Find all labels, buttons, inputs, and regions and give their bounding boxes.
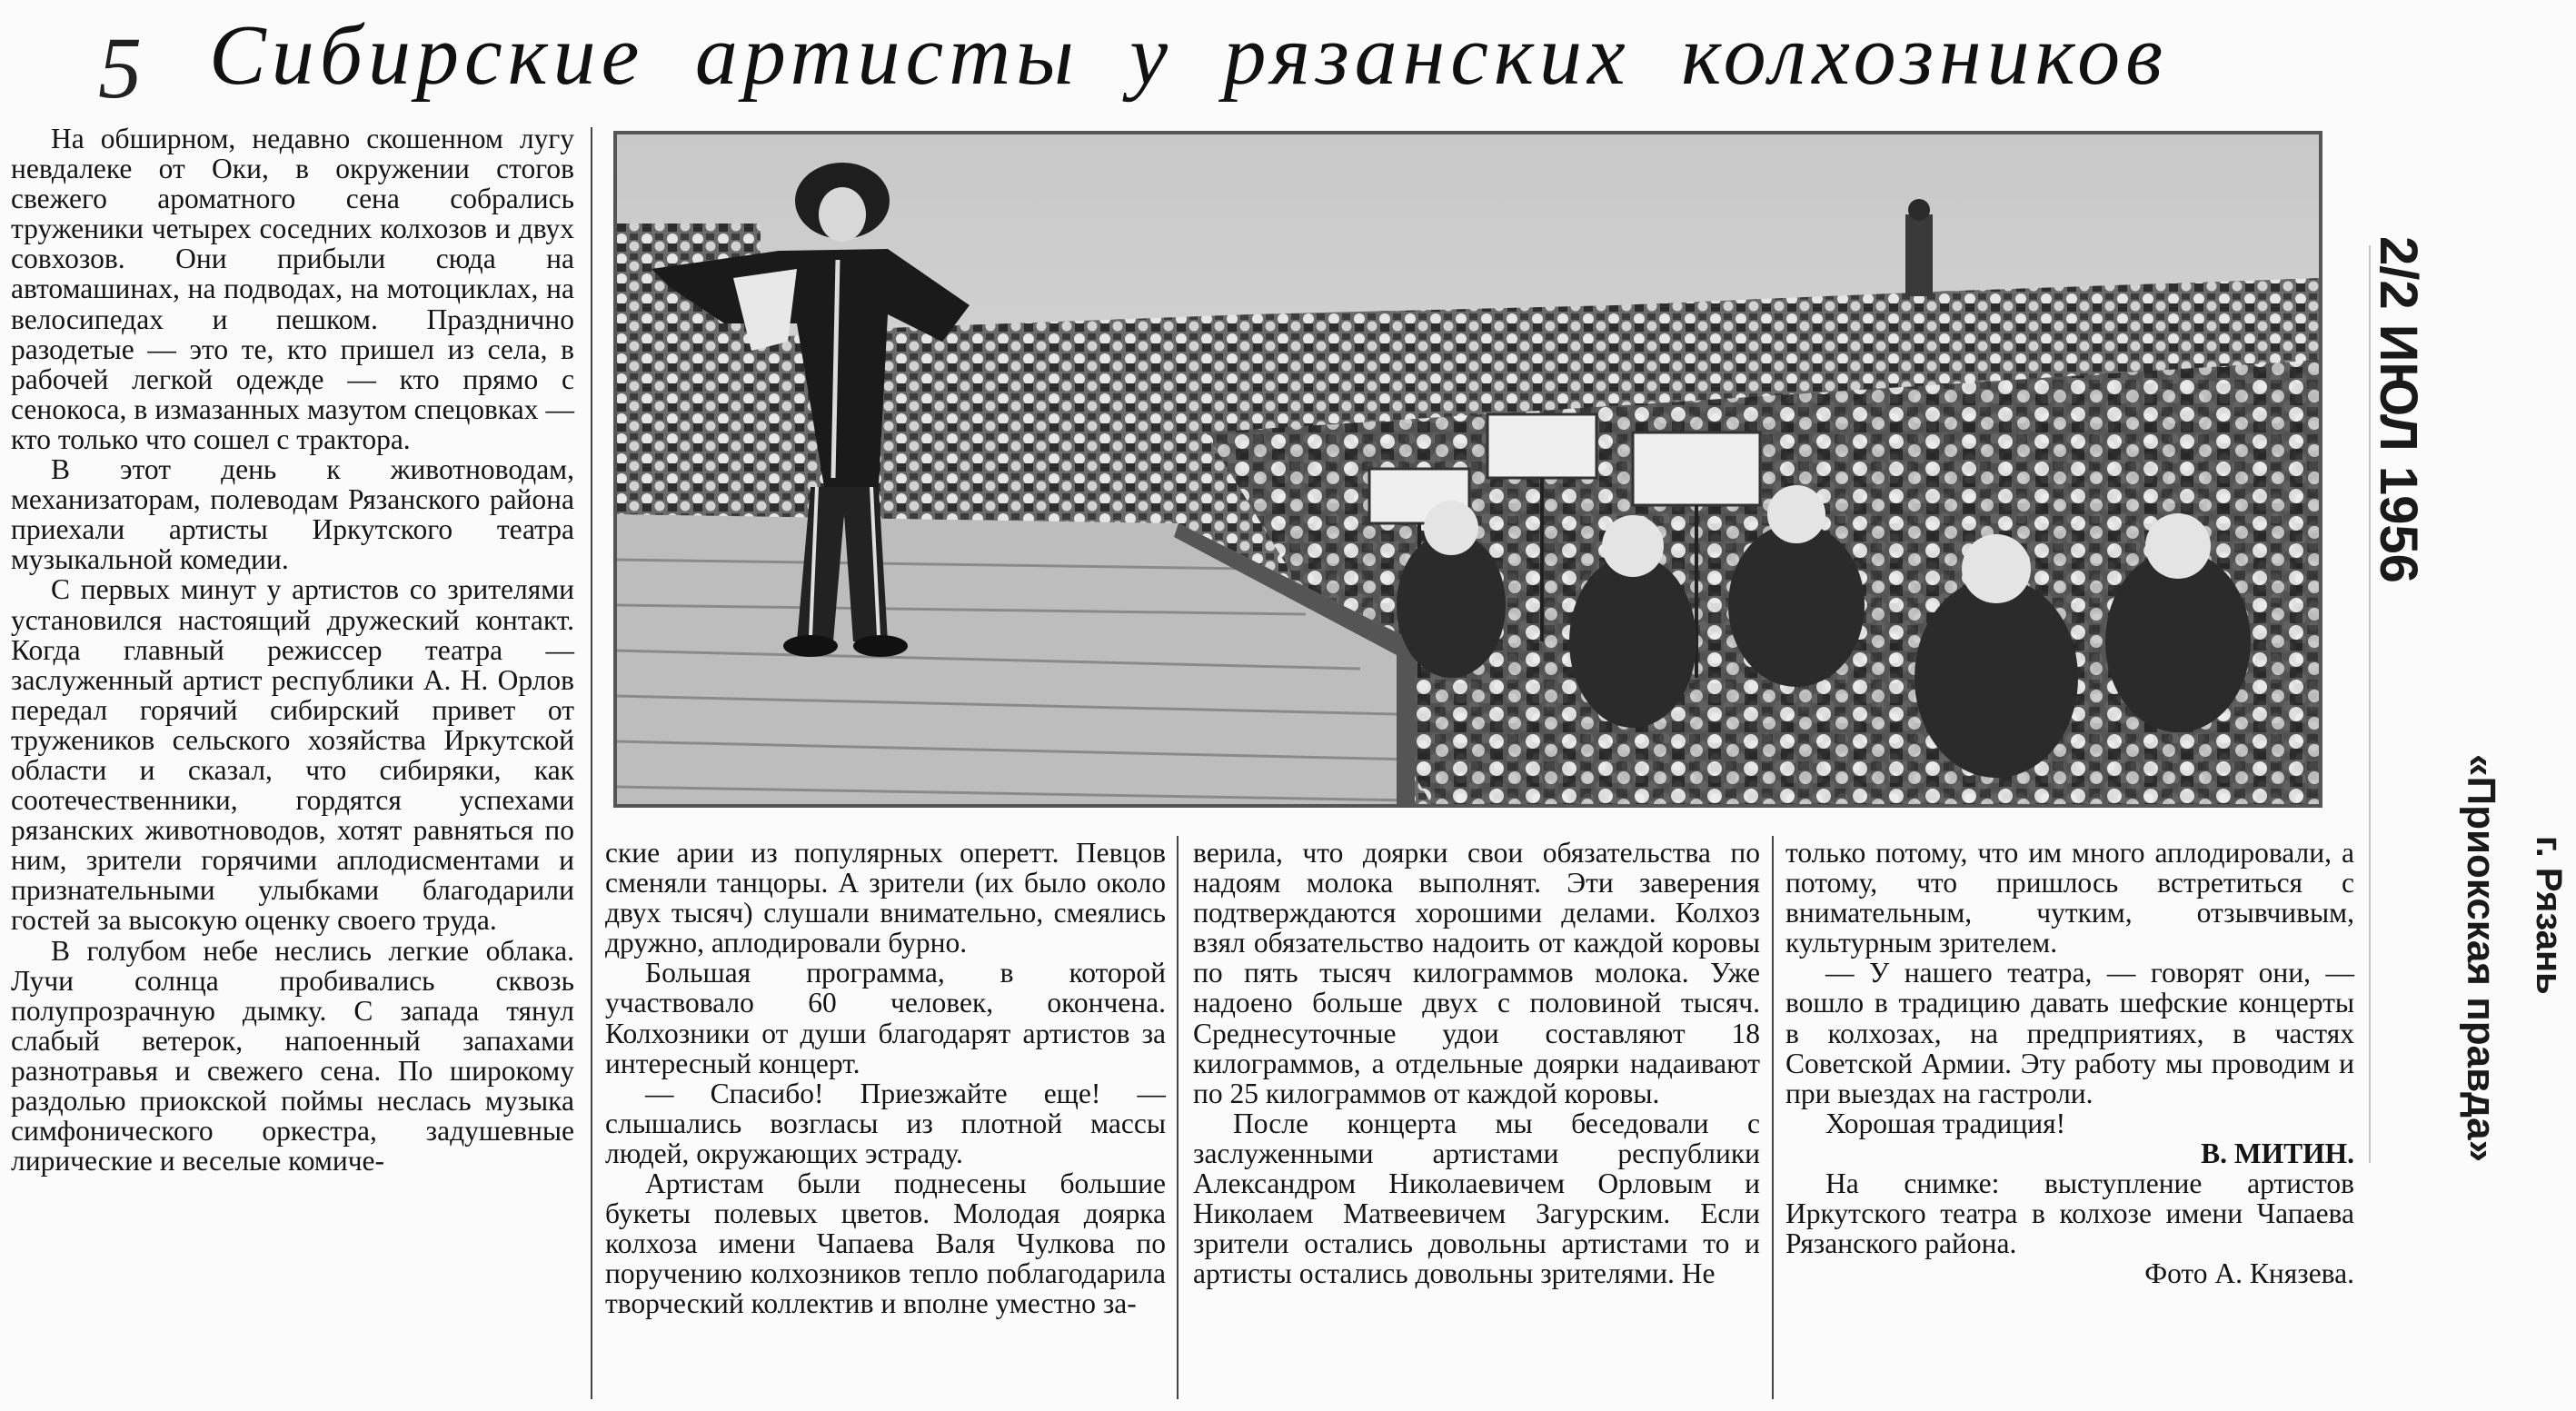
- article-column-2: [605, 838, 1166, 1401]
- paragraph: верила, что доярки свои обязательства по надоям молока выполнят. Эти заверения подтверждаются хорошими делами. Колхоз взял обязательство надоить от каждой коровы по пять тысяч килограммов молока. Уже надоено больше двух с половиной тысяч. Среднесуточные удои составляют 18 килограммов, а отдельные доярки надаивают по 25 килограммов от каждой коровы.: [1193, 837, 1760, 1109]
- stamp-date: 2/2 ИЮЛ 1956: [2369, 236, 2428, 583]
- photo-credit: Фото А. Князева.: [2144, 1257, 2354, 1290]
- page-mark: 5: [98, 19, 142, 116]
- column-rule: [1177, 836, 1179, 1399]
- paragraph: ские арии из популярных оперетт. Певцов сменяли танцоры. А зрители (их было около двух тысяч) слушали внимательно, смеялись дружно, аплодировали бурно.: [605, 837, 1166, 959]
- author-signature: В. МИТИН.: [2201, 1137, 2354, 1169]
- concert-photo-icon: [615, 133, 2321, 806]
- photo-caption: На снимке: выступление артистов Иркутского театра в колхозе имени Чапаева Рязанского района.: [1785, 1168, 2354, 1260]
- article-column-4: [1785, 838, 2354, 1401]
- column-rule: [1772, 836, 1774, 1399]
- paragraph: В этот день к животноводам, механизаторам, полеводам Рязанского района приехали артисты Иркутского театра музыкальной комедии.: [11, 453, 574, 576]
- article-column-3: [1193, 838, 1760, 1401]
- article-photo: [615, 133, 2321, 806]
- article-headline: Сибирские артисты у рязанских колхозников: [209, 8, 2168, 103]
- paragraph: На обширном, недавно скошенном лугу невдалеке от Оки, в окружении стогов свежего ароматного сена собрались труженики четырех соседних колхозов и двух совхозов. Они прибыли сюда на автомашинах, на подводах, на мотоциклах, на велосипедах и пешком. Празднично разодетые — это те, кто пришел из села, в рабочей легкой одежде — кто прямо с сенокоса, в измазанных мазутом спецовках — кто только что сошел с трактора.: [11, 123, 574, 455]
- paragraph: Большая программа, в которой участвовало 60 человек, окончена. Колхозники от души благодарят артистов за интересный концерт.: [605, 957, 1166, 1079]
- paragraph: только потому, что им много аплодировали, а потому, что пришлось встретиться с внимательным, чутким, отзывчивым, культурным зрителем.: [1785, 837, 2354, 959]
- paragraph: С первых минут у артистов со зрителями установился настоящий дружеский контакт. Когда главный режиссер театра — заслуженный артист республики А. Н. Орлов передал горячий сибирский привет от тружеников сельского хозяйства Иркутской области и сказал, что сибиряки, как соотечественники, гордятся успехами рязанских животноводов, хотят равняться по ним, зрители горячими аплодисментами и признательными улыбками благодарили гостей за высокую оценку своего труда.: [11, 573, 574, 937]
- stamp-city: г. Рязань: [2529, 836, 2569, 995]
- paragraph: После концерта мы беседовали с заслуженными артистами республики Александром Николаевичем Орловым и Николаем Матвеевичем Загурским. Если зрители остались довольны артистами то и артисты остались довольны зрителями. Не: [1193, 1107, 1760, 1290]
- paragraph: Хорошая традиция!: [1825, 1107, 2066, 1139]
- paragraph: Артистам были поднесены большие букеты полевых цветов. Молодая доярка колхоза имени Чапаева Валя Чулкова по поручению колхозников тепло поблагодарила творческий коллектив и вполне уместно за-: [605, 1168, 1166, 1320]
- paragraph: — У нашего театра, — говорят они, — вошло в традицию давать шефские концерты в колхозах, на предприятиях, в частях Советской Армии. Эту работу мы проводим и при выездах на гастроли.: [1785, 957, 2354, 1109]
- paragraph: — Спасибо! Приезжайте еще! — слышались возгласы из плотной массы людей, окружающих эстраду.: [605, 1077, 1166, 1169]
- article-column-1: [11, 124, 574, 1405]
- column-rule: [591, 127, 592, 1399]
- paragraph: В голубом небе неслись легкие облака. Лучи солнца пробивались сквозь полупрозрачную дымку. С запада тянул слабый ветерок, напоенный запахами разнотравья и свежего сена. По широкому раздолью приокской поймы неслась музыка симфонического оркестра, задушевные лирические и веселые комиче-: [11, 934, 574, 1177]
- clipping-stamp: [2358, 218, 2576, 1217]
- stamp-source: «Приокская правда»: [2459, 754, 2503, 1163]
